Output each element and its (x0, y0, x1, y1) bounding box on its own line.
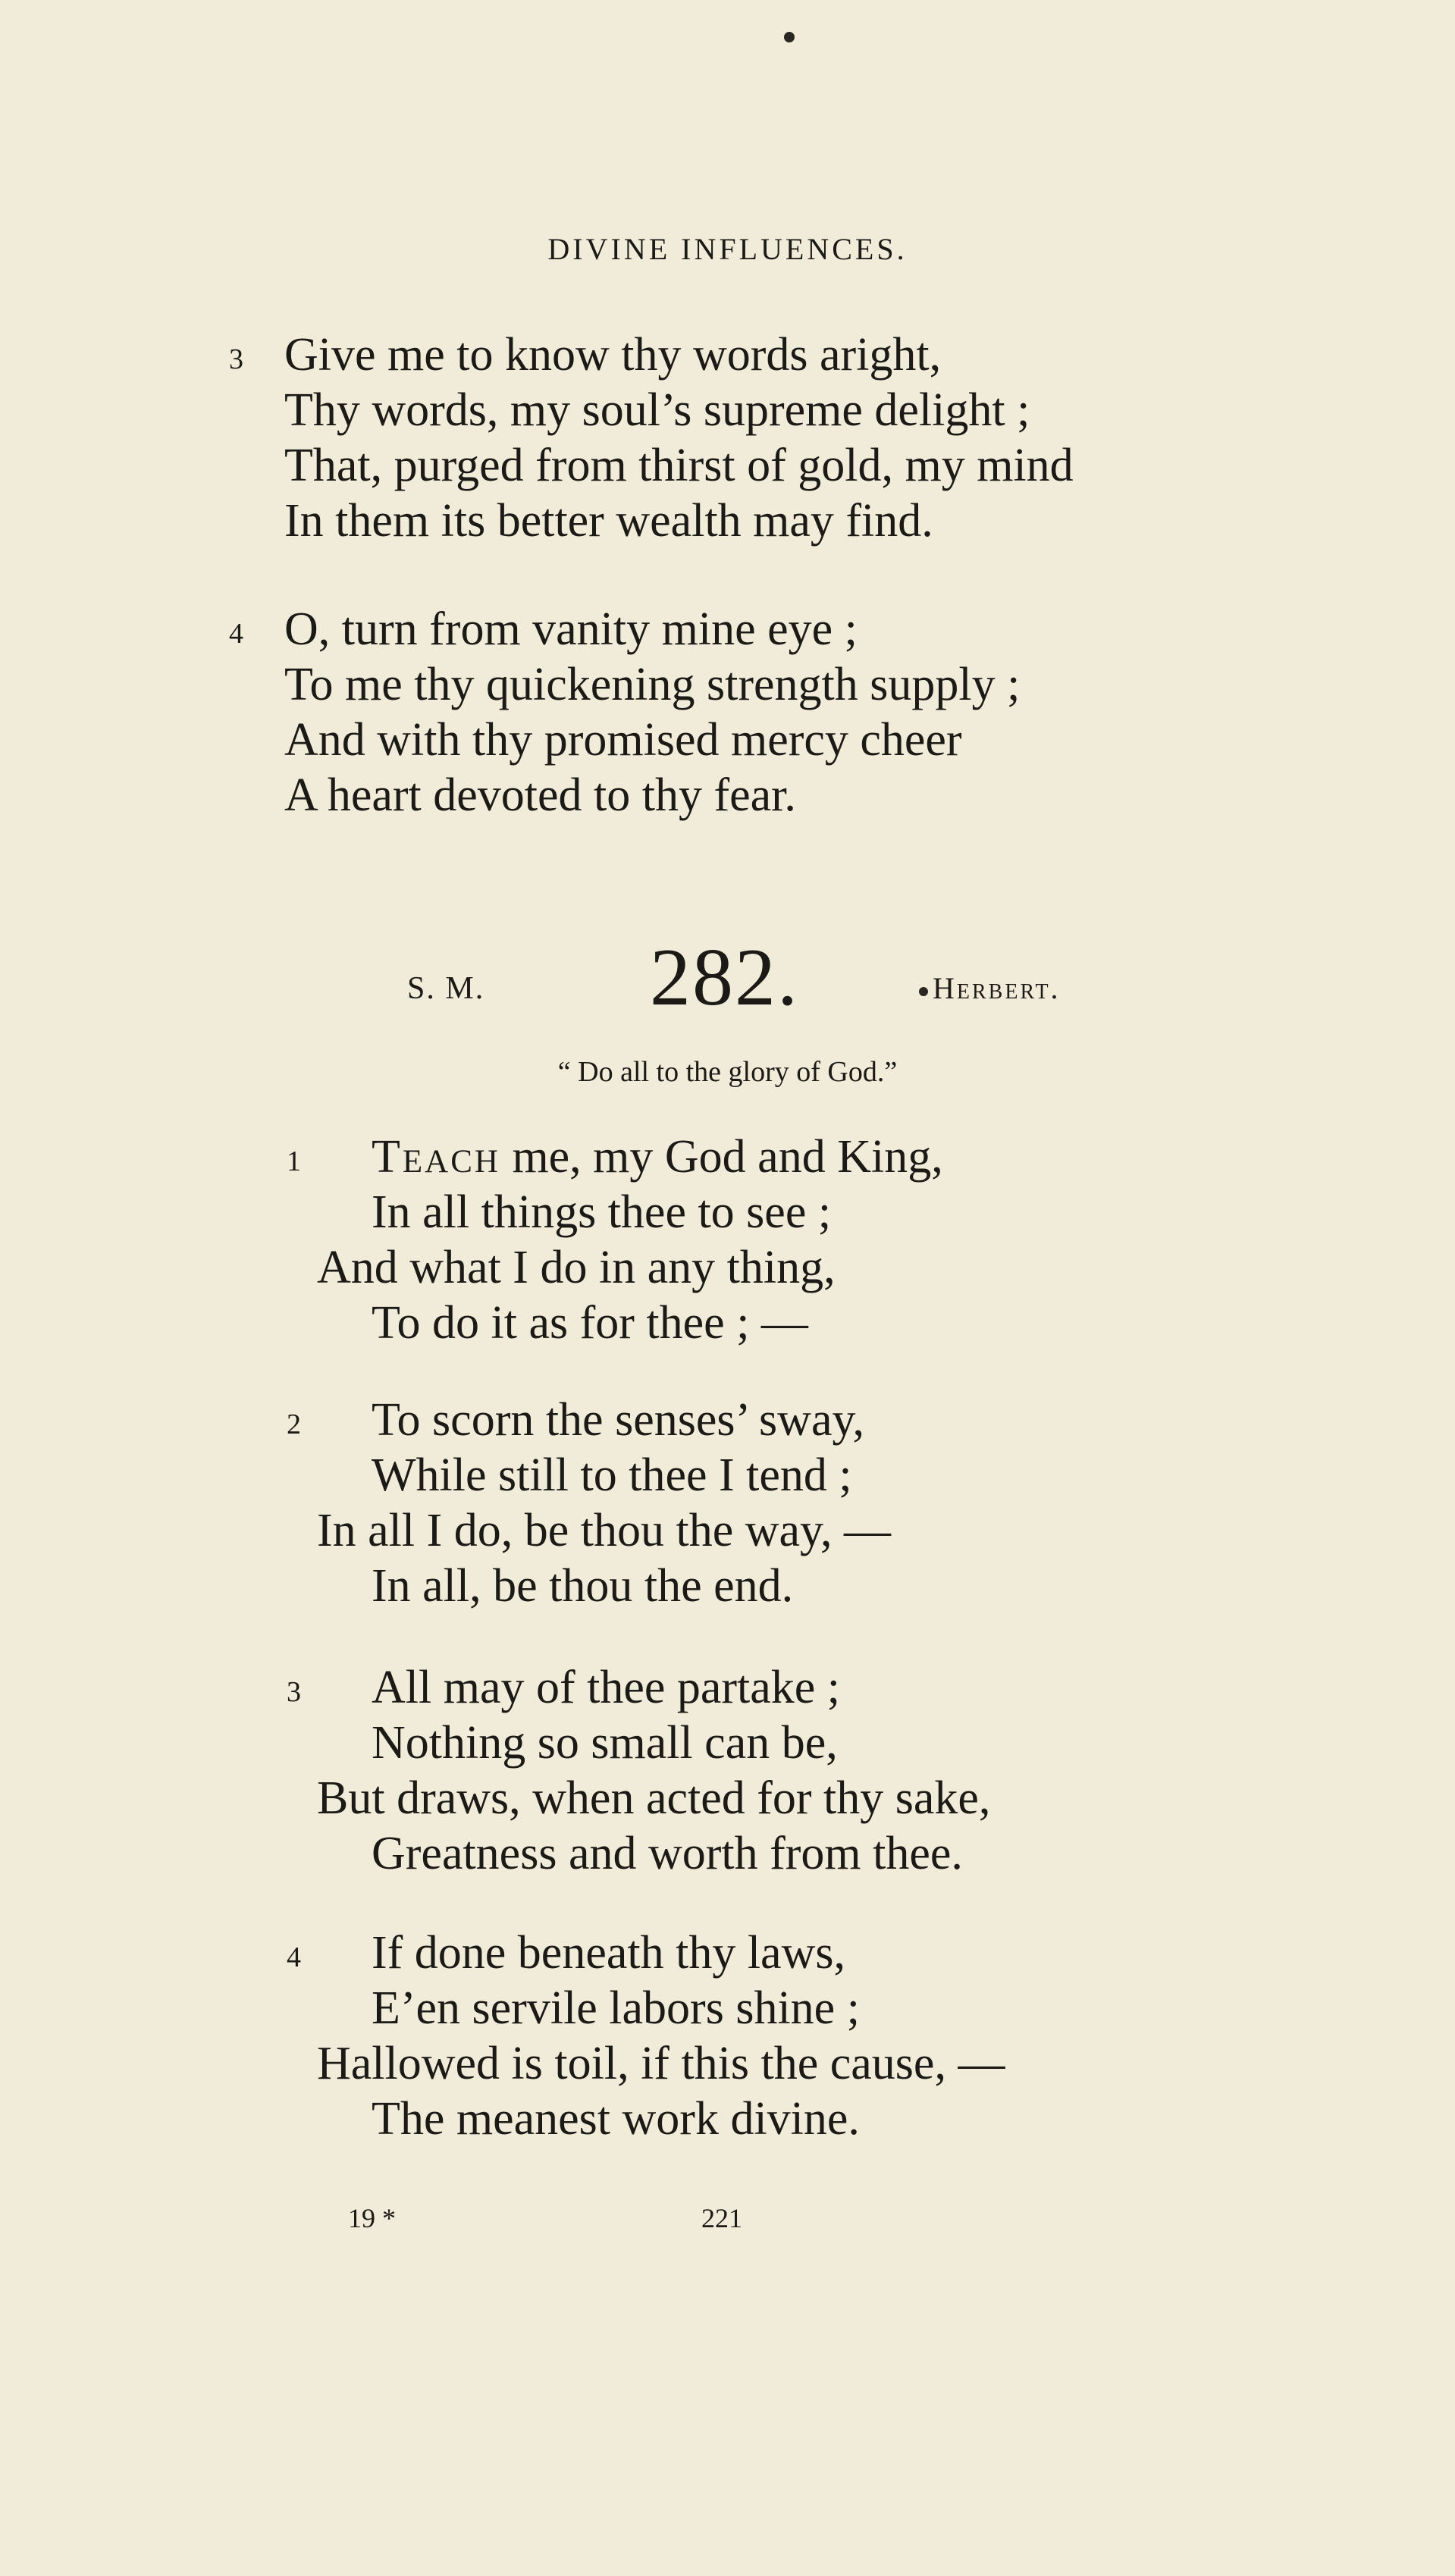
verse-line: And with thy promised mercy cheer (284, 714, 962, 766)
verse-line: In all I do, be thou the way, — (317, 1505, 892, 1556)
stanza-number: 2 (287, 1409, 301, 1440)
epigraph: “ Do all to the glory of God.” (557, 1056, 898, 1088)
verse-line: If done beneath thy laws, (372, 1927, 845, 1979)
verse-line: A heart devoted to thy fear. (284, 769, 796, 821)
verse-line: Nothing so small can be, (372, 1717, 838, 1769)
verse-line: The meanest work divine. (372, 2093, 860, 2145)
printer-mark (784, 32, 795, 42)
verse-line: To scorn the senses’ sway, (372, 1394, 864, 1446)
verse-line: To me thy quickening strength supply ; (284, 659, 1021, 710)
verse-line (372, 1130, 943, 1184)
tune-bullet (919, 987, 928, 996)
verse-line: In all things thee to see ; (372, 1186, 832, 1238)
stanza-number: 3 (229, 343, 243, 375)
verse-line: While still to thee I tend ; (372, 1449, 852, 1501)
hymn-meter: S. M. (407, 971, 485, 1006)
stanza-number: 1 (287, 1145, 301, 1177)
hymn-number: 282. (650, 932, 799, 1023)
verse-line: That, purged from thirst of gold, my mind (284, 440, 1074, 491)
first-word: Teach (372, 1131, 500, 1183)
verse-line: Greatness and worth from thee. (372, 1828, 963, 1879)
verse-line: All may of thee partake ; (372, 1662, 841, 1713)
page-number: 221 (701, 2203, 742, 2233)
verse-line: But draws, when acted for thy sake, (317, 1772, 991, 1824)
stanza-number: 3 (287, 1676, 301, 1708)
running-head: DIVINE INFLUENCES. (547, 232, 908, 266)
stanza-number: 4 (229, 618, 243, 650)
signature-mark-visible: 19 * (348, 2203, 396, 2233)
verse-line: E’en servile labors shine ; (372, 1982, 860, 2034)
verse-line: Thy words, my soul’s supreme delight ; (284, 384, 1030, 436)
verse-line: To do it as for thee ; — (372, 1297, 808, 1349)
verse-line: In all, be thou the end. (372, 1560, 794, 1612)
verse-line: And what I do in any thing, (317, 1242, 836, 1293)
tune-name: Herbert. (933, 971, 1061, 1005)
verse-line: Give me to know thy words aright, (284, 329, 942, 381)
stanza-number: 4 (287, 1941, 301, 1973)
verse-line: Hallowed is toil, if this the cause, — (317, 2038, 1005, 2089)
verse-line: O, turn from vanity mine eye ; (284, 603, 858, 655)
verse-line: In them its better wealth may find. (284, 495, 933, 547)
verse-line-rest: me, my God and King, (500, 1131, 943, 1183)
